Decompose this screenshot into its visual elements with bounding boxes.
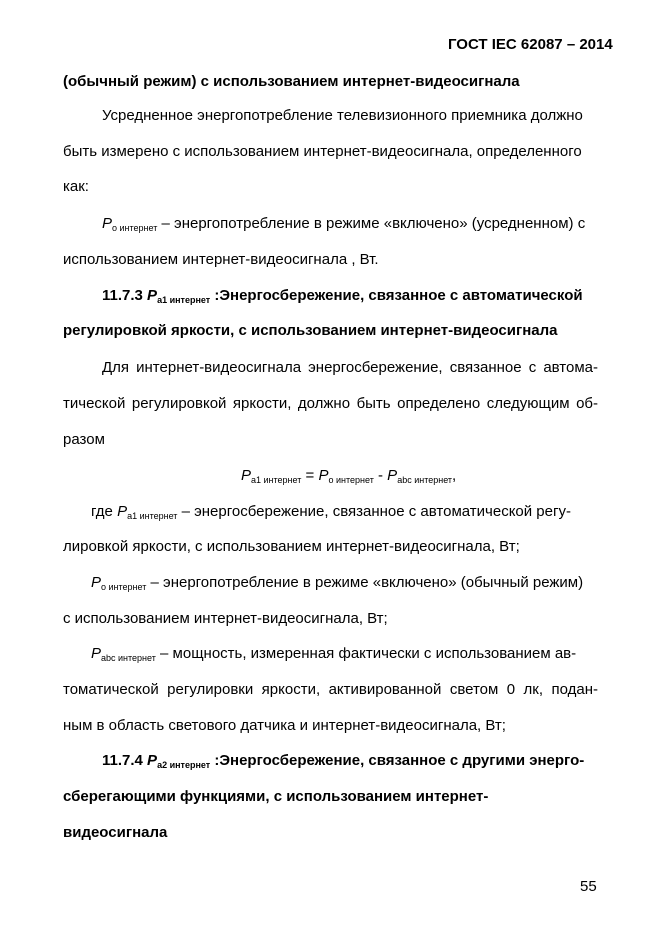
formula <box>241 467 456 485</box>
symbol-subscript: abc интернет <box>101 653 156 663</box>
formula-end: , <box>452 467 457 484</box>
formula-operator: = <box>301 467 319 484</box>
definition-text: – мощность, измеренная фактически с использованием ав- <box>155 645 577 662</box>
definition-line <box>91 574 583 592</box>
definition-text: – энергопотребление в режиме «включено» (усредненном) с <box>157 215 586 232</box>
section-number: 11.7.4 <box>102 752 148 769</box>
symbol-p: P <box>91 645 102 662</box>
paragraph-line: как: <box>63 178 89 195</box>
formula-subscript: abc интернет <box>397 475 453 485</box>
section-heading-11-7-4 <box>102 752 584 770</box>
paragraph-line: быть измерено с использованием интернет-видеосигнала, определенного <box>63 143 582 160</box>
section-heading-11-7-3 <box>102 287 583 305</box>
paragraph-line: лировкой яркости, с использованием интернет-видеосигнала, Вт; <box>63 538 520 555</box>
symbol-p: P <box>91 574 102 591</box>
definition-line <box>91 645 576 663</box>
symbol-p: P <box>102 215 113 232</box>
section-number: 11.7.3 <box>102 287 148 304</box>
paragraph-line: использованием интернет-видеосигнала , Вт. <box>63 251 379 268</box>
symbol-subscript: о интернет <box>101 582 147 592</box>
section-heading-line: сберегающими функциями, с использованием интернет- <box>63 788 489 805</box>
paragraph-line: ным в область светового датчика и интернет-видеосигнала, Вт; <box>63 717 506 734</box>
where-prefix: где <box>91 503 118 520</box>
definition-text: – энергопотребление в режиме «включено» (обычный режим) <box>146 574 584 591</box>
symbol-subscript: a1 интернет <box>127 511 178 521</box>
paragraph-line: Для интернет-видеосигнала энергосбережение, связанное с автома- <box>102 359 598 376</box>
formula-symbol: P <box>387 467 398 484</box>
paragraph-line: Усредненное энергопотребление телевизионного приемника должно <box>102 107 583 124</box>
formula-subscript: о интернет <box>328 475 374 485</box>
paragraph-line: тической регулировкой яркости, должно быть определено следующим об- <box>63 395 598 412</box>
symbol-subscript: a2 интернет <box>157 760 211 770</box>
definition-text: – энергосбережение, связанное с автоматической регу- <box>177 503 571 520</box>
section-title: :Энергосбережение, связанное с другими энерго- <box>210 752 585 769</box>
symbol-subscript: a1 интернет <box>157 295 211 305</box>
page-number: 55 <box>580 878 597 895</box>
formula-subscript: a1 интернет <box>251 475 302 485</box>
paragraph-line: (обычный режим) с использованием интернет-видеосигнала <box>63 73 520 90</box>
symbol-p: P <box>147 752 158 769</box>
paragraph-line: разом <box>63 431 105 448</box>
paragraph-line: с использованием интернет-видеосигнала, Вт; <box>63 610 388 627</box>
document-header: ГОСТ IEC 62087 – 2014 <box>448 36 613 53</box>
symbol-p: P <box>147 287 158 304</box>
formula-operator: - <box>373 467 388 484</box>
section-heading-line: видеосигнала <box>63 824 168 841</box>
section-heading-line: регулировкой яркости, с использованием интернет-видеосигнала <box>63 322 558 339</box>
symbol-subscript: о интернет <box>112 223 158 233</box>
formula-symbol: P <box>241 467 252 484</box>
definition-line <box>91 503 571 521</box>
formula-symbol: P <box>318 467 329 484</box>
symbol-p: P <box>117 503 128 520</box>
section-title: :Энергосбережение, связанное с автоматической <box>210 287 583 304</box>
definition-line <box>102 215 585 233</box>
paragraph-line: томатической регулировки яркости, активированной светом 0 лк, подан- <box>63 681 598 698</box>
